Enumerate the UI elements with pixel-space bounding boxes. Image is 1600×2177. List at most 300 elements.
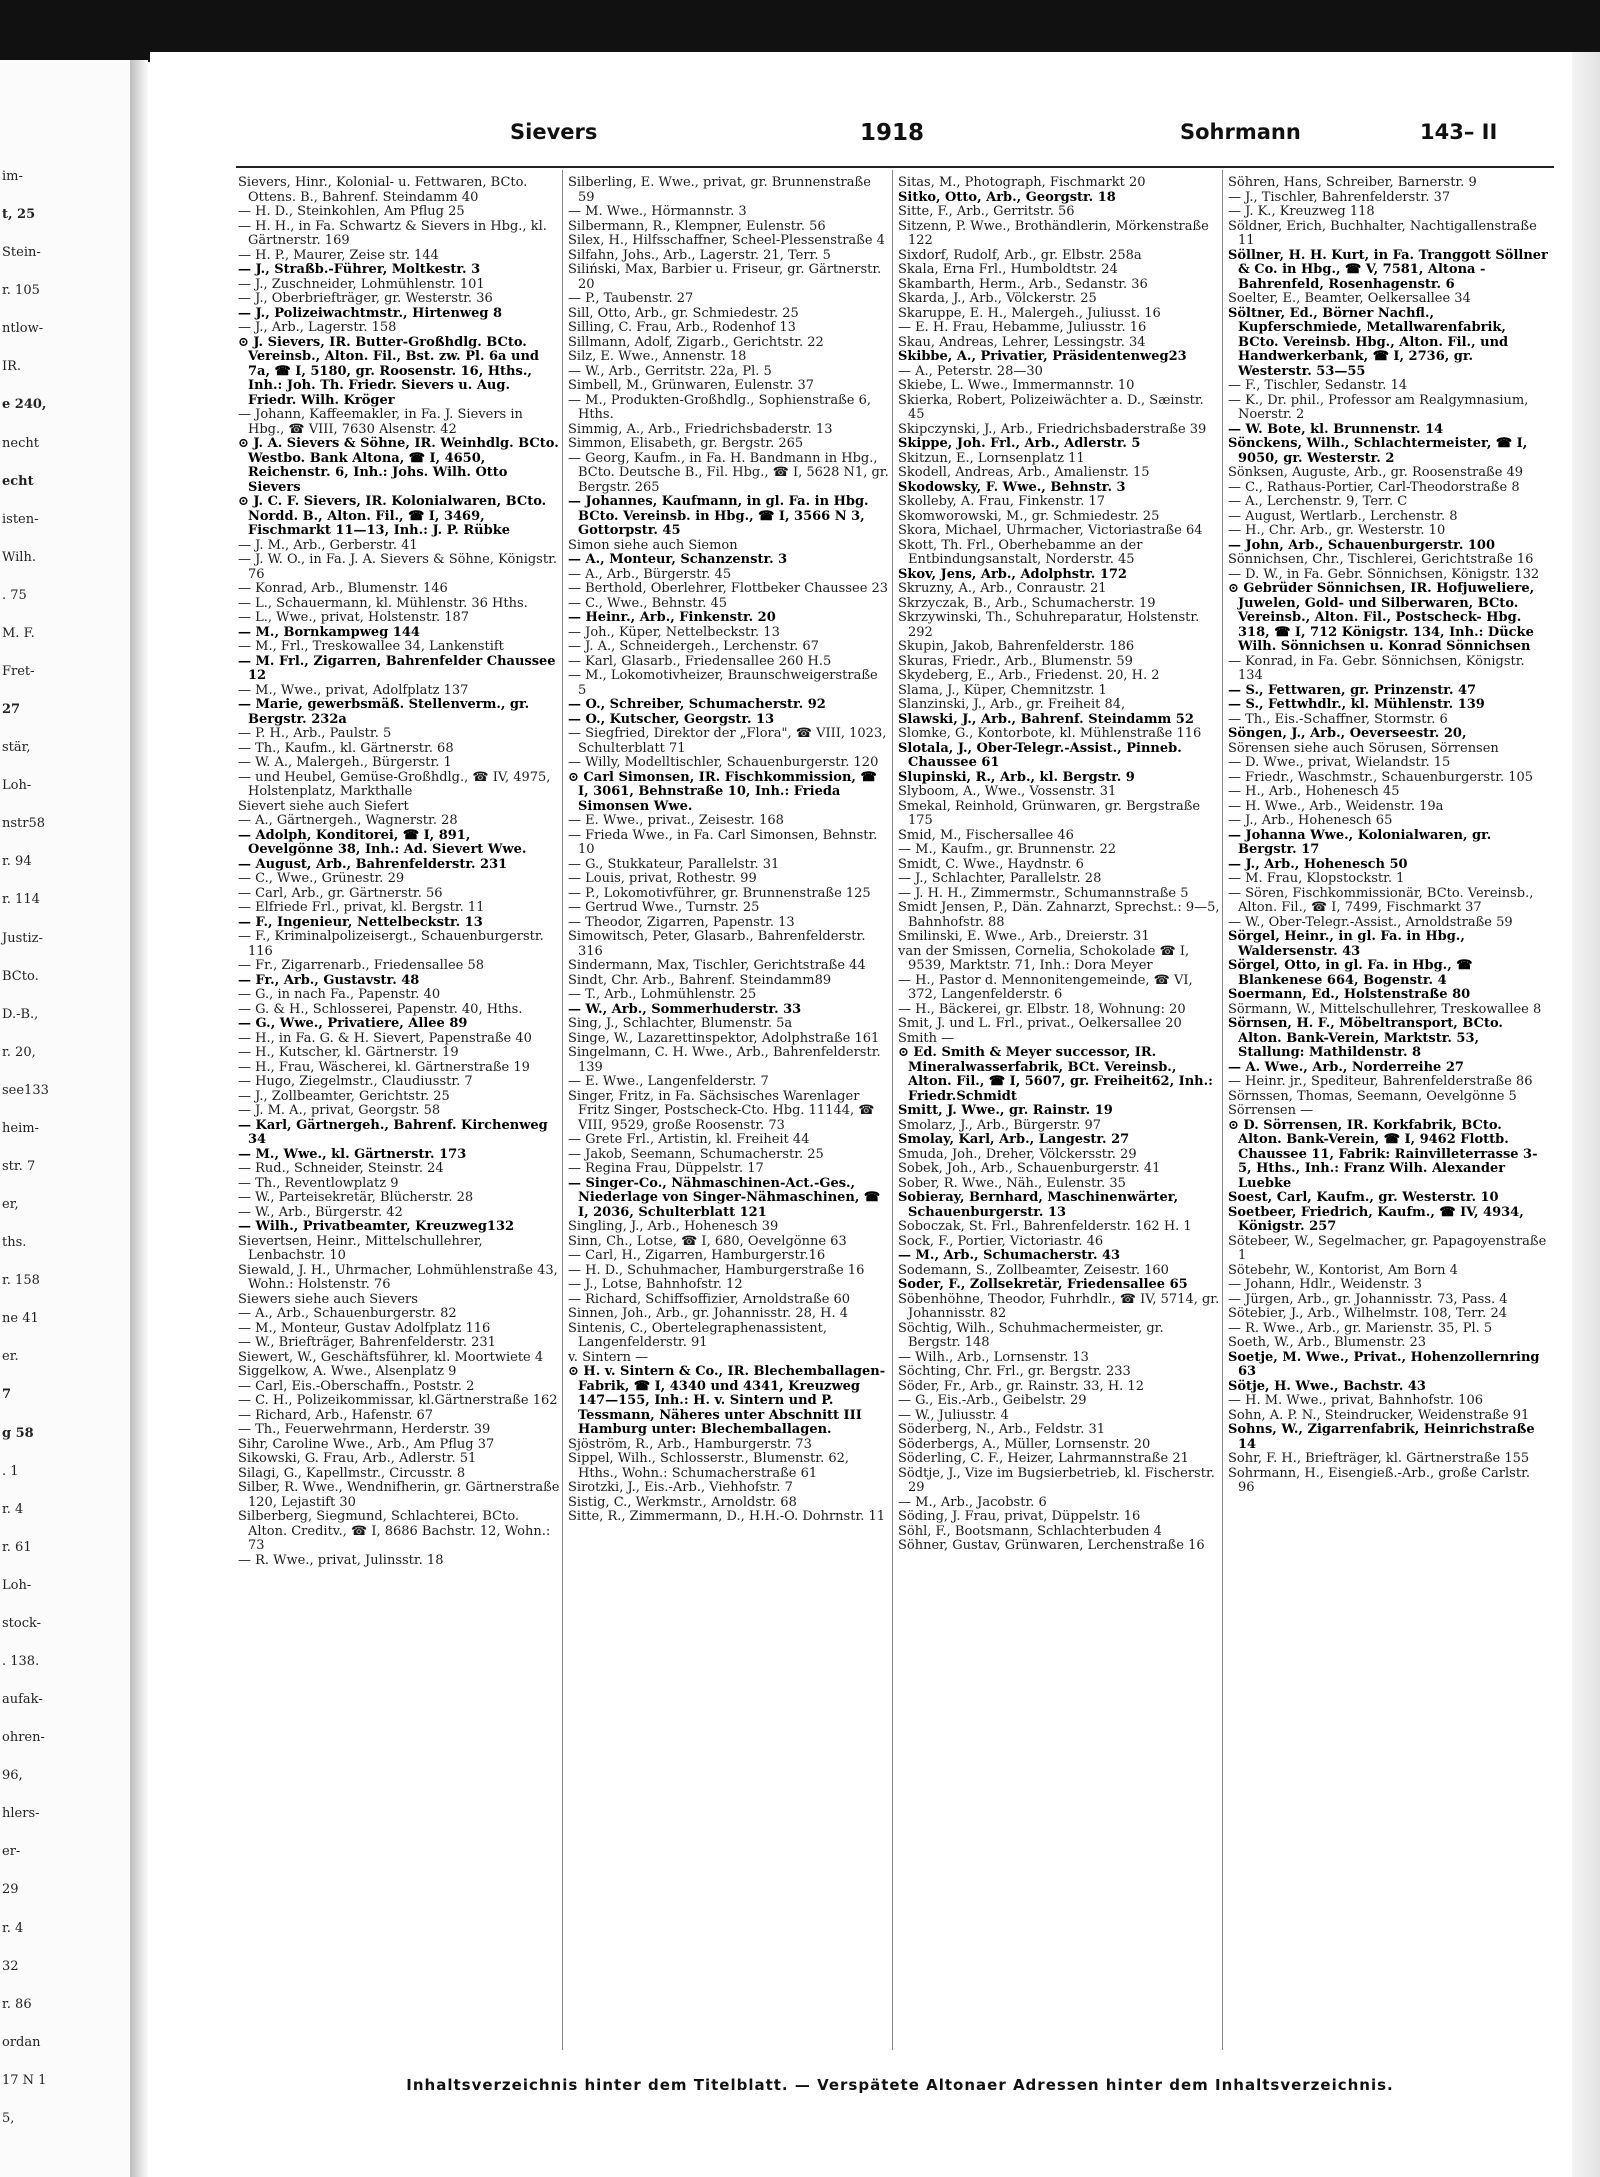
directory-entry: Sötebier, J., Arb., Wilhelmstr. 108, Terr. 24 (1228, 1306, 1507, 1321)
directory-entry: — J. M., Arb., Gerberstr. 41 (238, 537, 418, 553)
directory-entry: — D. W., in Fa. Gebr. Sönnichsen, Königstr. 132 (1228, 566, 1540, 582)
directory-entry: Smekal, Reinhold, Grünwaren, gr. Bergstraße 175 (898, 798, 1201, 828)
directory-entry: Silling, C. Frau, Arb., Rodenhof 13 (568, 320, 796, 335)
directory-entry: Siewald, J. H., Uhrmacher, Lohmühlenstraße 43, Wohn.: Holstenstr. 76 (238, 1262, 558, 1292)
directory-entry: — M. Frl., Zigarren, Bahrenfelder Chaussee 12 (238, 653, 556, 683)
directory-entry: — Johann, Kaffeemakler, in Fa. J. Sievers in Hbg., ☎ VIII, 7630 Alsenstr. 42 (238, 407, 523, 437)
directory-entry: Sinn, Ch., Lotse, ☎ I, 680, Oevelgönne 63 (568, 1233, 847, 1249)
left-page-fragment: hlers- (2, 1806, 40, 1822)
directory-entry: Sihr, Caroline Wwe., Arb., Am Pflug 37 (238, 1436, 495, 1452)
directory-entry: — G., Stukkateur, Parallelstr. 31 (568, 856, 780, 872)
directory-entry: — M., Wwe., privat, Adolfplatz 137 (238, 682, 469, 698)
directory-entry: — W., Ober-Telegr.-Assist., Arnoldstraße 59 (1228, 914, 1513, 930)
directory-entry: Sohns, W., Zigarrenfabrik, Heinrichstraße 14 (1228, 1422, 1535, 1452)
directory-entry: Sitko, Otto, Arb., Georgstr. 18 (898, 189, 1116, 205)
directory-entry: Sober, R. Wwe., Näh., Eulenstr. 35 (898, 1175, 1126, 1191)
directory-entry: — Frieda Wwe., in Fa. Carl Simonsen, Behnstr. 10 (568, 827, 878, 857)
directory-entry: — M., Kaufm., gr. Brunnenstr. 22 (898, 842, 1117, 857)
left-page-fragment: necht (2, 435, 39, 451)
directory-entry: — Carl, Arb., gr. Gärtnerstr. 56 (238, 885, 443, 901)
directory-entry: — W., Briefträger, Bahrenfelderstr. 231 (238, 1335, 496, 1350)
left-page-fragment: r. 4 (2, 1501, 24, 1517)
directory-entry: Söhner, Gustav, Grünwaren, Lerchenstraße 16 (898, 1538, 1205, 1553)
directory-entry: Sievertsen, Heinr., Mittelschullehrer, Lenbachstr. 10 (238, 1233, 483, 1263)
left-page-fragment: ntlow- (2, 321, 44, 337)
directory-entry: — M., Arb., Jacobstr. 6 (898, 1494, 1047, 1510)
directory-entry: — Johann, Hdlr., Weidenstr. 3 (1228, 1277, 1423, 1292)
directory-entry: Smilinski, E. Wwe., Arb., Dreierstr. 31 (898, 929, 1150, 944)
directory-entry: — E. H. Frau, Hebamme, Juliusstr. 16 (898, 320, 1147, 335)
directory-entry: — Fr., Zigarrenarb., Friedensallee 58 (238, 958, 485, 973)
book-gutter (130, 60, 148, 2177)
left-page-fragment: er, (2, 1197, 19, 1213)
directory-entry: Skibbe, A., Privatier, Präsidentenweg23 (898, 349, 1187, 364)
directory-entry: — F., Kriminalpolizeisergt., Schauenburgerstr. 116 (238, 929, 544, 959)
directory-entry: — Grete Frl., Artistin, kl. Freiheit 44 (568, 1132, 810, 1147)
directory-entry: — M., Monteur, Gustav Adolfplatz 116 (238, 1320, 491, 1336)
directory-entry: — Joh., Küper, Nettelbeckstr. 13 (568, 624, 780, 640)
directory-entry: — Elfriede Frl., privat, kl. Bergstr. 11 (238, 900, 485, 915)
left-page-fragment: 32 (2, 1958, 19, 1974)
directory-entry: — A., Arb., Schauenburgerstr. 82 (238, 1306, 457, 1321)
directory-entry: — Theodor, Zigarren, Papenstr. 13 (568, 914, 795, 930)
directory-entry: — Karl, Glasarb., Friedensallee 260 H.5 (568, 653, 832, 669)
directory-entry: — G., Wwe., Privatiere, Allee 89 (238, 1016, 468, 1031)
directory-entry: Soetje, M. Wwe., Privat., Hohenzollernring 63 (1228, 1349, 1540, 1379)
directory-entry: Södtje, J., Vize im Bugsierbetrieb, kl. Fischerstr. 29 (898, 1465, 1215, 1495)
left-page-fragment: r. 20, (2, 1044, 36, 1060)
directory-entry: — Berthold, Oberlehrer, Flottbeker Chaussee 23 (568, 581, 889, 596)
left-page-fragment: r. 105 (2, 283, 40, 299)
directory-entry: Smit, J. und L. Frl., privat., Oelkersallee 20 (898, 1016, 1182, 1031)
directory-entry: Simmon, Elisabeth, gr. Bergstr. 265 (568, 436, 804, 451)
directory-entry: Söchting, Chr. Frl., gr. Bergstr. 233 (898, 1364, 1131, 1379)
directory-entry: — F., Tischler, Sedanstr. 14 (1228, 378, 1408, 393)
directory-entry: Soetbeer, Friedrich, Kaufm., ☎ IV, 4934, Königstr. 257 (1228, 1204, 1524, 1234)
directory-entry: — August, Arb., Bahrenfelderstr. 231 (238, 856, 508, 872)
directory-entry: — A., Gärtnergeh., Wagnerstr. 28 (238, 813, 458, 828)
directory-entry: Sötebehr, W., Kontorist, Am Born 4 (1228, 1262, 1458, 1278)
directory-entry: Siewert, W., Geschäftsführer, kl. Moortwiete 4 (238, 1349, 544, 1365)
left-page-fragment: . 138. (2, 1654, 40, 1669)
left-page-fragment: stock- (2, 1615, 42, 1631)
directory-entry: Siliński, Max, Barbier u. Friseur, gr. Gärtnerstr. 20 (568, 262, 882, 292)
left-page-fragment: M. F. (2, 625, 35, 641)
directory-entry: — J., Lotse, Bahnhofstr. 12 (568, 1277, 743, 1292)
left-page-fragment: IR. (2, 359, 22, 375)
directory-entry: — L., Wwe., privat, Holstenstr. 187 (238, 610, 470, 625)
directory-entry: — Friedr., Waschmstr., Schauenburgerstr. 105 (1228, 769, 1534, 785)
directory-entry: — P. H., Arb., Paulstr. 5 (238, 726, 392, 741)
directory-entry: — L., Schauermann, kl. Mühlenstr. 36 Hths. (238, 595, 528, 611)
directory-entry: — J., Zollbeamter, Gerichtstr. 25 (238, 1088, 450, 1104)
directory-entry: — R. Wwe., Arb., gr. Marienstr. 35, Pl. 5 (1228, 1320, 1493, 1336)
left-page-fragment: Justiz- (2, 930, 43, 946)
directory-entry: Sock, F., Portier, Victoriastr. 46 (898, 1233, 1104, 1249)
directory-entry: Söldner, Erich, Buchhalter, Nachtigallenstraße 11 (1228, 218, 1537, 248)
directory-entry: — Johanna Wwe., Kolonialwaren, gr. Bergstr. 17 (1228, 827, 1492, 857)
directory-entry: Skippe, Joh. Frl., Arb., Adlerstr. 5 (898, 436, 1141, 451)
directory-entry: — Th., Feuerwehrmann, Herderstr. 39 (238, 1422, 491, 1437)
directory-entry: — Konrad, in Fa. Gebr. Sönnichsen, Königstr. 134 (1228, 653, 1525, 683)
directory-entry: — C. H., Polizeikommissar, kl.Gärtnerstraße 162 (238, 1393, 558, 1408)
directory-entry: — Th., Eis.-Schaffner, Stormstr. 6 (1228, 711, 1448, 727)
directory-entry: — A., Lerchenstr. 9, Terr. C (1228, 494, 1408, 509)
directory-entry: Skipczynski, J., Arb., Friedrichsbaderstraße 39 (898, 421, 1207, 437)
directory-entry: — Richard, Schiffsoffizier, Arnoldstraße 60 (568, 1291, 851, 1307)
directory-entry: — T., Arb., Lohmühlenstr. 25 (568, 987, 757, 1002)
directory-entry: — und Heubel, Gemüse-Großhdlg., ☎ IV, 4975, Holstenplatz, Markthalle (238, 769, 551, 799)
directory-entry: Sistig, C., Werkmstr., Arnoldstr. 68 (568, 1494, 797, 1510)
directory-entry: Slupinski, R., Arb., kl. Bergstr. 9 (898, 769, 1135, 785)
directory-entry: ⊙ J. C. F. Sievers, IR. Kolonialwaren, BCto. Nordd. B., Alton. Fil., ☎ I, 3469, Fischmarkt 11—13, Inh.: J. P. Rübke (238, 494, 547, 538)
directory-entry: — G. & H., Schlosserei, Papenstr. 40, Hths. (238, 1001, 523, 1017)
directory-entry: — Jakob, Seemann, Schumacherstr. 25 (568, 1146, 824, 1162)
directory-entry: Sobek, Joh., Arb., Schauenburgerstr. 41 (898, 1161, 1161, 1176)
directory-entry: ⊙ J. Sievers, IR. Butter-Großhdlg. BCto. Vereinsb., Alton. Fil., Bst. zw. Pl. 6a und 7a, ☎ I, 5180, gr. Roosenstr. 16, Hths., Inh.: Joh. Th. Friedr. Sievers u. Aug. Friedr. Wilh. Kröger (238, 334, 539, 408)
directory-entry: Smuda, Joh., Dreher, Völckersstr. 29 (898, 1146, 1137, 1162)
left-page-fragment: nstr58 (2, 816, 46, 832)
left-page-fragment: im- (2, 169, 23, 184)
directory-entry: — H. Wwe., Arb., Weidenstr. 19a (1228, 798, 1444, 814)
directory-entry: — F., Ingenieur, Nettelbeckstr. 13 (238, 914, 483, 930)
directory-entry: Sixdorf, Rudolf, Arb., gr. Elbstr. 258a (898, 247, 1142, 263)
directory-entry: Singer, Fritz, in Fa. Sächsisches Warenlager Fritz Singer, Postscheck-Cto. Hbg. 11144, ☎ VIII, 9529, große Roosenstr. 73 (568, 1088, 875, 1133)
left-page-fragment: ohren- (2, 1730, 45, 1746)
directory-entry: Sohr, F. H., Briefträger, kl. Gärtnerstraße 155 (1228, 1451, 1530, 1466)
directory-entry: — H. D., Steinkohlen, Am Pflug 25 (238, 204, 465, 219)
directory-entry: Sörnsen, H. F., Möbeltransport, BCto. Alton. Bank-Verein, Marktstr. 53, Stallung: Mathildenstr. 8 (1228, 1016, 1503, 1060)
directory-entry: — Jürgen, Arb., gr. Johannisstr. 73, Pass. 4 (1228, 1291, 1508, 1307)
left-page-fragment: Wilh. (2, 549, 36, 565)
directory-entry: Smith — (898, 1030, 955, 1046)
left-page-fragment: . 1 (2, 1463, 19, 1479)
directory-entry: Soder, F., Zollsekretär, Friedensallee 65 (898, 1277, 1188, 1292)
directory-entry: — J. A., Schneidergeh., Lerchenstr. 67 (568, 639, 819, 654)
directory-entry: Sötje, H. Wwe., Bachstr. 43 (1228, 1378, 1426, 1394)
directory-entry: — M. Frau, Klopstockstr. 1 (1228, 871, 1405, 886)
directory-column-1 (238, 176, 560, 2046)
left-page-fragment: see133 (2, 1082, 49, 1098)
directory-entry: Skiebe, L. Wwe., Immermannstr. 10 (898, 378, 1135, 393)
directory-entry: Skrzyczak, B., Arb., Schumacherstr. 19 (898, 595, 1156, 611)
directory-entry: — O., Kutscher, Georgstr. 13 (568, 711, 775, 727)
running-head-first-name: Sievers (510, 120, 598, 144)
directory-entry: — Johannes, Kaufmann, in gl. Fa. in Hbg. BCto. Vereinsb. in Hbg., ☎ I, 3566 N 3, Gottorpstr. 45 (568, 494, 869, 538)
left-page-fragment: . 75 (2, 587, 27, 603)
directory-entry: — Th., Reventlowplatz 9 (238, 1175, 399, 1191)
directory-entry: van der Smissen, Cornelia, Schokolade ☎ I, 9539, Marktstr. 71, Inh.: Dora Meyer (898, 943, 1190, 973)
directory-entry: — J., Oberbriefträger, gr. Westerstr. 36 (238, 291, 493, 306)
left-page-fragment: 7 (2, 1387, 12, 1403)
directory-entry: ⊙ Carl Simonsen, IR. Fischkommission, ☎ I, 3061, Behnstraße 10, Inh.: Frieda Simonsen Wwe. (568, 769, 877, 814)
directory-entry: — H., in Fa. G. & H. Sievert, Papenstraße 40 (238, 1030, 532, 1046)
directory-entry: ⊙ Ed. Smith & Meyer successor, IR. Mineralwasserfabrik, BCt. Vereinsb., Alton. Fil., ☎ I, 5607, gr. Freiheit62, Inh.: Friedr.Schmidt (898, 1045, 1213, 1104)
directory-entry: Sötebeer, W., Segelmacher, gr. Papagoyenstraße 1 (1228, 1233, 1547, 1263)
left-page-fragment: er. (2, 1349, 19, 1365)
directory-entry: Smolarz, J., Arb., Bürgerstr. 97 (898, 1117, 1102, 1133)
left-page-fragment: 27 (2, 702, 21, 718)
directory-entry: Sirotzki, J., Eis.-Arb., Viehhofstr. 7 (568, 1480, 793, 1495)
directory-column-4 (1228, 176, 1550, 2046)
directory-entry: — H. D., Schuhmacher, Hamburgerstraße 16 (568, 1262, 865, 1278)
directory-entry: — E. Wwe., privat., Zeisestr. 168 (568, 813, 784, 828)
directory-entry: — A. Wwe., Arb., Norderreihe 27 (1228, 1059, 1464, 1075)
directory-entry: — Heinr. jr., Spediteur, Bahrenfelderstraße 86 (1228, 1074, 1533, 1089)
directory-entry: Smolay, Karl, Arb., Langestr. 27 (898, 1132, 1130, 1147)
directory-entry: Sörgel, Otto, in gl. Fa. in Hbg., ☎ Blankenese 664, Bogenstr. 4 (1228, 958, 1473, 988)
directory-entry: Söltner, Ed., Börner Nachfl., Kupferschmiede, Metallwarenfabrik, BCto. Vereinsb. Hbg., Alton. Fil., und Handwerkerbank, ☎ I, 2736, gr. Westerstr. 53—55 (1228, 305, 1509, 379)
directory-entry: ⊙ Gebrüder Sönnichsen, IR. Hofjuweliere, Juwelen, Gold- und Silberwaren, BCto. Vereinsb., Alton. Fil., Postscheck- Hbg. 318, ☎ I, 712 Königstr. 134, Inh.: Dücke Wilh. Sönnichsen u. Konrad Sönnichsen (1228, 581, 1535, 654)
directory-entry: Sill, Otto, Arb., gr. Schmiedestr. 25 (568, 305, 799, 321)
directory-column-3 (898, 176, 1220, 2046)
directory-entry: Silberling, E. Wwe., privat, gr. Brunnenstraße 59 (568, 176, 871, 205)
directory-entry: — Rud., Schneider, Steinstr. 24 (238, 1161, 444, 1176)
directory-entry: — W. Bote, kl. Brunnenstr. 14 (1228, 421, 1444, 437)
directory-entry: Söngen, J., Arb., Oeverseestr. 20, (1228, 726, 1467, 741)
directory-entry: — Sören, Fischkommissionär, BCto. Vereinsb., Alton. Fil., ☎ I, 7499, Fischmarkt 37 (1228, 885, 1534, 915)
directory-entry: — Wilh., Arb., Lornsenstr. 13 (898, 1349, 1089, 1365)
directory-entry: Söhl, F., Bootsmann, Schlachterbuden 4 (898, 1523, 1162, 1539)
directory-entry: — M., Produkten-Großhdlg., Sophienstraße 6, Hths. (568, 392, 871, 422)
directory-entry: Skitzun, E., Lornsenplatz 11 (898, 450, 1085, 466)
directory-entry: Sörensen siehe auch Sörusen, Sörrensen (1228, 740, 1499, 756)
directory-entry: Söderling, C. F., Heizer, Lahrmannstraße 21 (898, 1451, 1189, 1466)
left-page-fragment: heim- (2, 1120, 39, 1136)
directory-entry: Sobieray, Bernhard, Maschinenwärter, Schauenburgerstr. 13 (898, 1190, 1179, 1220)
directory-entry: Skarda, J., Arb., Völckerstr. 25 (898, 291, 1097, 306)
directory-entry: — Heinr., Arb., Finkenstr. 20 (568, 610, 776, 625)
directory-entry: — W. A., Malergeh., Bürgerstr. 1 (238, 755, 452, 770)
directory-entry: — G., in nach Fa., Papenstr. 40 (238, 987, 441, 1002)
directory-entry: Sillmann, Adolf, Zigarb., Gerichtstr. 22 (568, 334, 824, 350)
directory-entry: — C., Wwe., Behnstr. 45 (568, 595, 728, 611)
directory-entry: Sitzenn, P. Wwe., Brothändlerin, Mörkenstraße 122 (898, 218, 1209, 248)
header-rule (236, 166, 1554, 168)
directory-entry: Silfahn, Johs., Arb., Lagerstr. 21, Terr. 5 (568, 247, 831, 263)
directory-entry: Söchtig, Wilh., Schuhmachermeister, gr. Bergstr. 148 (898, 1320, 1164, 1350)
directory-entry: Sitas, M., Photograph, Fischmarkt 20 (898, 176, 1146, 190)
directory-entry: Soest, Carl, Kaufm., gr. Westerstr. 10 (1228, 1190, 1499, 1205)
directory-entry: — Gertrud Wwe., Turnstr. 25 (568, 900, 760, 915)
directory-entry: Smidt Jensen, P., Dän. Zahnarzt, Sprechst.: 9—5, Bahnhofstr. 88 (898, 900, 1220, 930)
directory-entry: — Hugo, Ziegelmstr., Claudiusstr. 7 (238, 1074, 473, 1089)
left-page-fragment: Loh- (2, 778, 32, 794)
directory-entry: — M., Arb., Schumacherstr. 43 (898, 1248, 1121, 1263)
directory-entry: Skruzny, A., Arb., Conraustr. 21 (898, 581, 1107, 596)
directory-entry: — H., Kutscher, kl. Gärtnerstr. 19 (238, 1045, 459, 1060)
directory-entry: — J., Arb., Hohenesch 65 (1228, 813, 1393, 828)
directory-entry: — Fr., Arb., Gustavstr. 48 (238, 972, 420, 988)
directory-entry: ⊙ D. Sörrensen, IR. Korkfabrik, BCto. Alton. Bank-Verein, ☎ I, 9462 Flottb. Chaussee 11, Fabrik: Rainvilleterrasse 3-5, Hths., Inh.: Franz Wilh. Alexander Luebke (1228, 1117, 1538, 1191)
directory-entry: Sievers, Hinr., Kolonial- u. Fettwaren, BCto. Ottens. B., Bahrenf. Steindamm 40 (238, 176, 528, 205)
page-edge-shadow (1572, 52, 1600, 2177)
directory-entry: — J., Zuschneider, Lohmühlenstr. 101 (238, 276, 485, 292)
directory-entry: Silber, R. Wwe., Wendnifherin, gr. Gärtnerstraße 120, Lejastift 30 (238, 1480, 560, 1510)
left-page-fragment: Stein- (2, 245, 41, 261)
directory-entry: Slanzinski, J., Arb., gr. Freiheit 84, (898, 697, 1126, 712)
running-head-year: 1918 (860, 120, 925, 146)
directory-entry: Sodemann, S., Zollbeamter, Zeisestr. 160 (898, 1262, 1169, 1278)
left-page-fragment: stär, (2, 740, 31, 756)
left-page-fragment: D.-B., (2, 1006, 39, 1022)
directory-entry: Sjöström, R., Arb., Hamburgerstr. 73 (568, 1436, 812, 1452)
directory-entry: — Adolph, Konditorei, ☎ I, 891, Oevelgönne 38, Inh.: Ad. Sievert Wwe. (238, 827, 527, 857)
directory-entry: Soermann, Ed., Holstenstraße 80 (1228, 987, 1471, 1002)
column-divider (1222, 170, 1223, 2050)
directory-entry: Siggelkow, A. Wwe., Alsenplatz 9 (238, 1364, 457, 1379)
left-page-fragment: r. 114 (2, 892, 40, 908)
directory-entry: — J. W. O., in Fa. J. A. Sievers & Söhne, Königstr. 76 (238, 552, 557, 582)
left-page-fragment: 29 (2, 1882, 19, 1898)
page-footer-note: Inhaltsverzeichnis hinter dem Titelblatt. — Verspätete Altonaer Adressen hinter dem Inhaltsverzeichnis. (406, 2076, 1394, 2094)
directory-entry: Skomworowski, M., gr. Schmiedestr. 25 (898, 508, 1160, 524)
directory-entry: — W., Juliusstr. 4 (898, 1407, 1009, 1423)
directory-entry: — M., Frl., Treskowallee 34, Lankenstift (238, 639, 504, 654)
directory-entry: — H., Pastor d. Mennonitengemeinde, ☎ VI, 372, Langenfelderstr. 6 (898, 972, 1193, 1002)
directory-entry: — Konrad, Arb., Blumenstr. 146 (238, 581, 448, 596)
left-page-fragment: Loh- (2, 1577, 32, 1593)
directory-entry: Silberberg, Siegmund, Schlachterei, BCto. Alton. Creditv., ☎ I, 8686 Bachstr. 12, Wohn.: 73 (238, 1509, 551, 1553)
directory-entry: Skov, Jens, Arb., Adolphstr. 172 (898, 566, 1127, 582)
directory-entry: — J., Schlachter, Parallelstr. 28 (898, 871, 1102, 886)
directory-entry: Sippel, Wilh., Schlosserstr., Blumenstr. 62, Hths., Wohn.: Schumacherstraße 61 (568, 1451, 850, 1481)
directory-entry: Sönckens, Wilh., Schlachtermeister, ☎ I, 9050, gr. Westerstr. 2 (1228, 436, 1528, 466)
left-page-fragment: echt (2, 473, 34, 489)
directory-entry: Slyboom, A., Wwe., Vossenstr. 31 (898, 784, 1117, 799)
directory-entry: Slomke, G., Kontorbote, kl. Mühlenstraße 116 (898, 726, 1202, 741)
directory-entry: Söding, J. Frau, privat, Düppelstr. 16 (898, 1509, 1141, 1524)
directory-entry: — R. Wwe., privat, Julinsstr. 18 (238, 1552, 444, 1568)
directory-entry: — S., Fettwaren, gr. Prinzenstr. 47 (1228, 682, 1477, 698)
left-page-edge (0, 60, 130, 2177)
directory-entry: Simmig, A., Arb., Friedrichsbaderstr. 13 (568, 421, 833, 437)
directory-entry: — Marie, gewerbsmäß. Stellenverm., gr. Bergstr. 232a (238, 697, 530, 727)
directory-entry: Sindermann, Max, Tischler, Gerichtstraße 44 (568, 958, 866, 973)
directory-entry: — P., Lokomotivführer, gr. Brunnenstraße 125 (568, 885, 871, 901)
directory-entry: Skodowsky, F. Wwe., Behnstr. 3 (898, 479, 1126, 495)
directory-entry: Smitt, J. Wwe., gr. Rainstr. 19 (898, 1103, 1113, 1118)
directory-entry: — J. M. A., privat, Georgstr. 58 (238, 1103, 441, 1118)
directory-entry: Slotala, J., Ober-Telegr.-Assist., Pinneb. Chaussee 61 (898, 740, 1182, 770)
directory-entry: — C., Wwe., Grünestr. 29 (238, 871, 405, 886)
directory-entry: Singling, J., Arb., Hohenesch 39 (568, 1219, 779, 1234)
directory-entry: — J. K., Kreuzweg 118 (1228, 204, 1375, 219)
directory-entry: Skambarth, Herm., Arb., Sedanstr. 36 (898, 276, 1148, 292)
directory-entry: Söder, Fr., Arb., gr. Rainstr. 33, H. 12 (898, 1378, 1144, 1394)
left-page-fragment: str. 7 (2, 1159, 36, 1174)
directory-entry: — J., Polizeiwachtmstr., Hirtenweg 8 (238, 305, 503, 321)
directory-entry: Skierka, Robert, Polizeiwächter a. D., Sæinstr. 45 (898, 392, 1204, 422)
directory-entry: Silbermann, R., Klempner, Eulenstr. 56 (568, 218, 826, 234)
left-page-fragment: r. 4 (2, 1920, 24, 1936)
left-page-fragment: Fret- (2, 664, 35, 679)
left-page-fragment: er- (2, 1844, 21, 1860)
left-page-fragment: r. 158 (2, 1273, 40, 1289)
directory-entry: Sintenis, C., Obertelegraphenassistent, Langenfelderstr. 91 (568, 1320, 827, 1350)
directory-entry: — H., Bäckerei, gr. Elbstr. 18, Wohnung: 20 (898, 1001, 1186, 1017)
directory-entry: ⊙ H. v. Sintern & Co., IR. Blechemballagen-Fabrik, ☎ I, 4340 und 4341, Kreuzweg 147—155, Inh.: H. v. Sintern und P. Tessmann, Näheres unter Abschnitt III Hamburg unter: Blechemballagen. (568, 1364, 886, 1437)
directory-entry: Siewers siehe auch Sievers (238, 1291, 418, 1307)
directory-entry: Skodell, Andreas, Arb., Amalienstr. 15 (898, 465, 1150, 480)
directory-entry: Söderberg, N., Arb., Feldstr. 31 (898, 1422, 1106, 1437)
directory-entry: Sitte, R., Zimmermann, D., H.H.-O. Dohrnstr. 11 (568, 1509, 886, 1524)
running-head-last-name: Sohrmann (1180, 120, 1301, 144)
directory-entry: — W., Arb., Sommerhuderstr. 33 (568, 1001, 802, 1017)
directory-entry: — Carl, Eis.-Oberschaffn., Poststr. 2 (238, 1378, 475, 1394)
directory-entry: Skuras, Friedr., Arb., Blumenstr. 59 (898, 653, 1133, 669)
directory-entry: — H. H., in Fa. Schwartz & Sievers in Hbg., kl. Gärtnerstr. 169 (238, 218, 547, 248)
directory-entry: — S., Fettwhdlr., kl. Mühlenstr. 139 (1228, 697, 1485, 712)
left-page-fragment: BCto. (2, 968, 39, 984)
directory-entry: Söhren, Hans, Schreiber, Barnerstr. 9 (1228, 176, 1477, 190)
directory-entry: Söllner, H. H. Kurt, in Fa. Tranggott Söllner & Co. in Hbg., ☎ V, 7581, Altona - Bahrenfeld, Rosenhagenstr. 6 (1228, 247, 1548, 292)
directory-entry: — J., Arb., Hohenesch 50 (1228, 856, 1408, 872)
directory-entry: Singelmann, C. H. Wwe., Arb., Bahrenfelderstr. 139 (568, 1045, 881, 1075)
directory-entry: Sinnen, Joh., Arb., gr. Johannisstr. 28, H. 4 (568, 1306, 849, 1321)
left-page-fragment: r. 61 (2, 1539, 32, 1555)
directory-entry: Sörgel, Heinr., in gl. Fa. in Hbg., Waldersenstr. 43 (1228, 929, 1465, 959)
directory-entry: — O., Schreiber, Schumacherstr. 92 (568, 697, 826, 712)
directory-entry: — M. Wwe., Hörmannstr. 3 (568, 204, 747, 219)
left-page-fragment: 17 N 1 (2, 2072, 47, 2088)
directory-entry: — P., Taubenstr. 27 (568, 291, 694, 306)
left-page-fragment: 96, (2, 1768, 23, 1784)
left-page-fragment: r. 94 (2, 854, 32, 870)
directory-entry: — Carl, H., Zigarren, Hamburgerstr.16 (568, 1248, 826, 1263)
directory-entry: — August, Wertlarb., Lerchenstr. 8 (1228, 508, 1458, 524)
directory-entry: Singe, W., Lazarettinspektor, Adolphstraße 161 (568, 1030, 880, 1046)
directory-entry: Skala, Erna Frl., Humboldtstr. 24 (898, 262, 1118, 277)
directory-entry: — A., Monteur, Schanzenstr. 3 (568, 552, 788, 567)
directory-entry: — W., Arb., Gerritstr. 22a, Pl. 5 (568, 363, 772, 379)
directory-entry: Söbenhöhne, Theodor, Fuhrhdlr., ☎ IV, 5714, gr. Johannisstr. 82 (898, 1291, 1220, 1321)
directory-entry: ⊙ J. A. Sievers & Söhne, IR. Weinhdlg. BCto. Westbo. Bank Altona, ☎ I, 4650, Reichenstr. 6, Inh.: Johs. Wilh. Otto Sievers (238, 436, 559, 495)
directory-entry: — D. Wwe., privat, Wielandstr. 15 (1228, 755, 1451, 770)
directory-entry: — A., Arb., Bürgerstr. 45 (568, 566, 732, 582)
directory-entry: Slawski, J., Arb., Bahrenf. Steindamm 52 (898, 711, 1194, 727)
directory-entry: — W., Arb., Bürgerstr. 42 (238, 1204, 403, 1220)
directory-entry: Simon siehe auch Siemon (568, 537, 738, 553)
directory-entry: — M., Bornkampweg 144 (238, 624, 420, 640)
directory-entry: Sing, J., Schlachter, Blumenstr. 5a (568, 1016, 793, 1031)
left-page-fragment: 5, (2, 2110, 15, 2126)
directory-entry: — J. H. H., Zimmermstr., Schumannstraße 5 (898, 885, 1189, 901)
directory-entry: Sönnichsen, Chr., Tischlerei, Gerichtstraße 16 (1228, 552, 1534, 567)
directory-entry: Simowitsch, Peter, Glasarb., Bahrenfelderstr. 316 (568, 929, 866, 959)
directory-entry: Sievert siehe auch Siefert (238, 798, 409, 814)
left-page-fragment: ne 41 (2, 1311, 39, 1327)
directory-entry: Soelter, E., Beamter, Oelkersallee 34 (1228, 291, 1471, 306)
directory-entry: Skrzywinski, Th., Schuhreparatur, Holstenstr. 292 (898, 610, 1200, 640)
directory-entry: — K., Dr. phil., Professor am Realgymnasium, Noerstr. 2 (1228, 392, 1529, 422)
directory-entry: Skott, Th. Frl., Oberhebamme an der Entbindungsanstalt, Norderstr. 45 (898, 537, 1143, 567)
directory-entry: — W., Parteisekretär, Blücherstr. 28 (238, 1190, 474, 1205)
directory-entry: Söderbergs, A., Müller, Lornsenstr. 20 (898, 1436, 1151, 1452)
directory-entry: Silex, H., Hilfsschaffner, Scheel-Plessenstraße 4 (568, 233, 885, 248)
directory-entry: — H., Chr. Arb., gr. Westerstr. 10 (1228, 523, 1446, 538)
directory-entry: — H., Arb., Hohenesch 45 (1228, 784, 1400, 799)
directory-entry: — Siegfried, Direktor der „Flora", ☎ VIII, 1023, Schulterblatt 71 (568, 726, 887, 756)
left-page-fragment: aufak- (2, 1692, 43, 1708)
column-divider (562, 170, 563, 2050)
directory-entry: Sörmann, W., Mittelschullehrer, Treskowallee 8 (1228, 1001, 1542, 1017)
directory-entry: — Th., Kaufm., kl. Gärtnerstr. 68 (238, 740, 454, 756)
page-number: 143– II (1420, 120, 1498, 144)
directory-entry: — G., Eis.-Arb., Geibelstr. 29 (898, 1393, 1087, 1408)
directory-entry: — J., Arb., Lagerstr. 158 (238, 320, 397, 335)
directory-column-2 (568, 176, 890, 2046)
